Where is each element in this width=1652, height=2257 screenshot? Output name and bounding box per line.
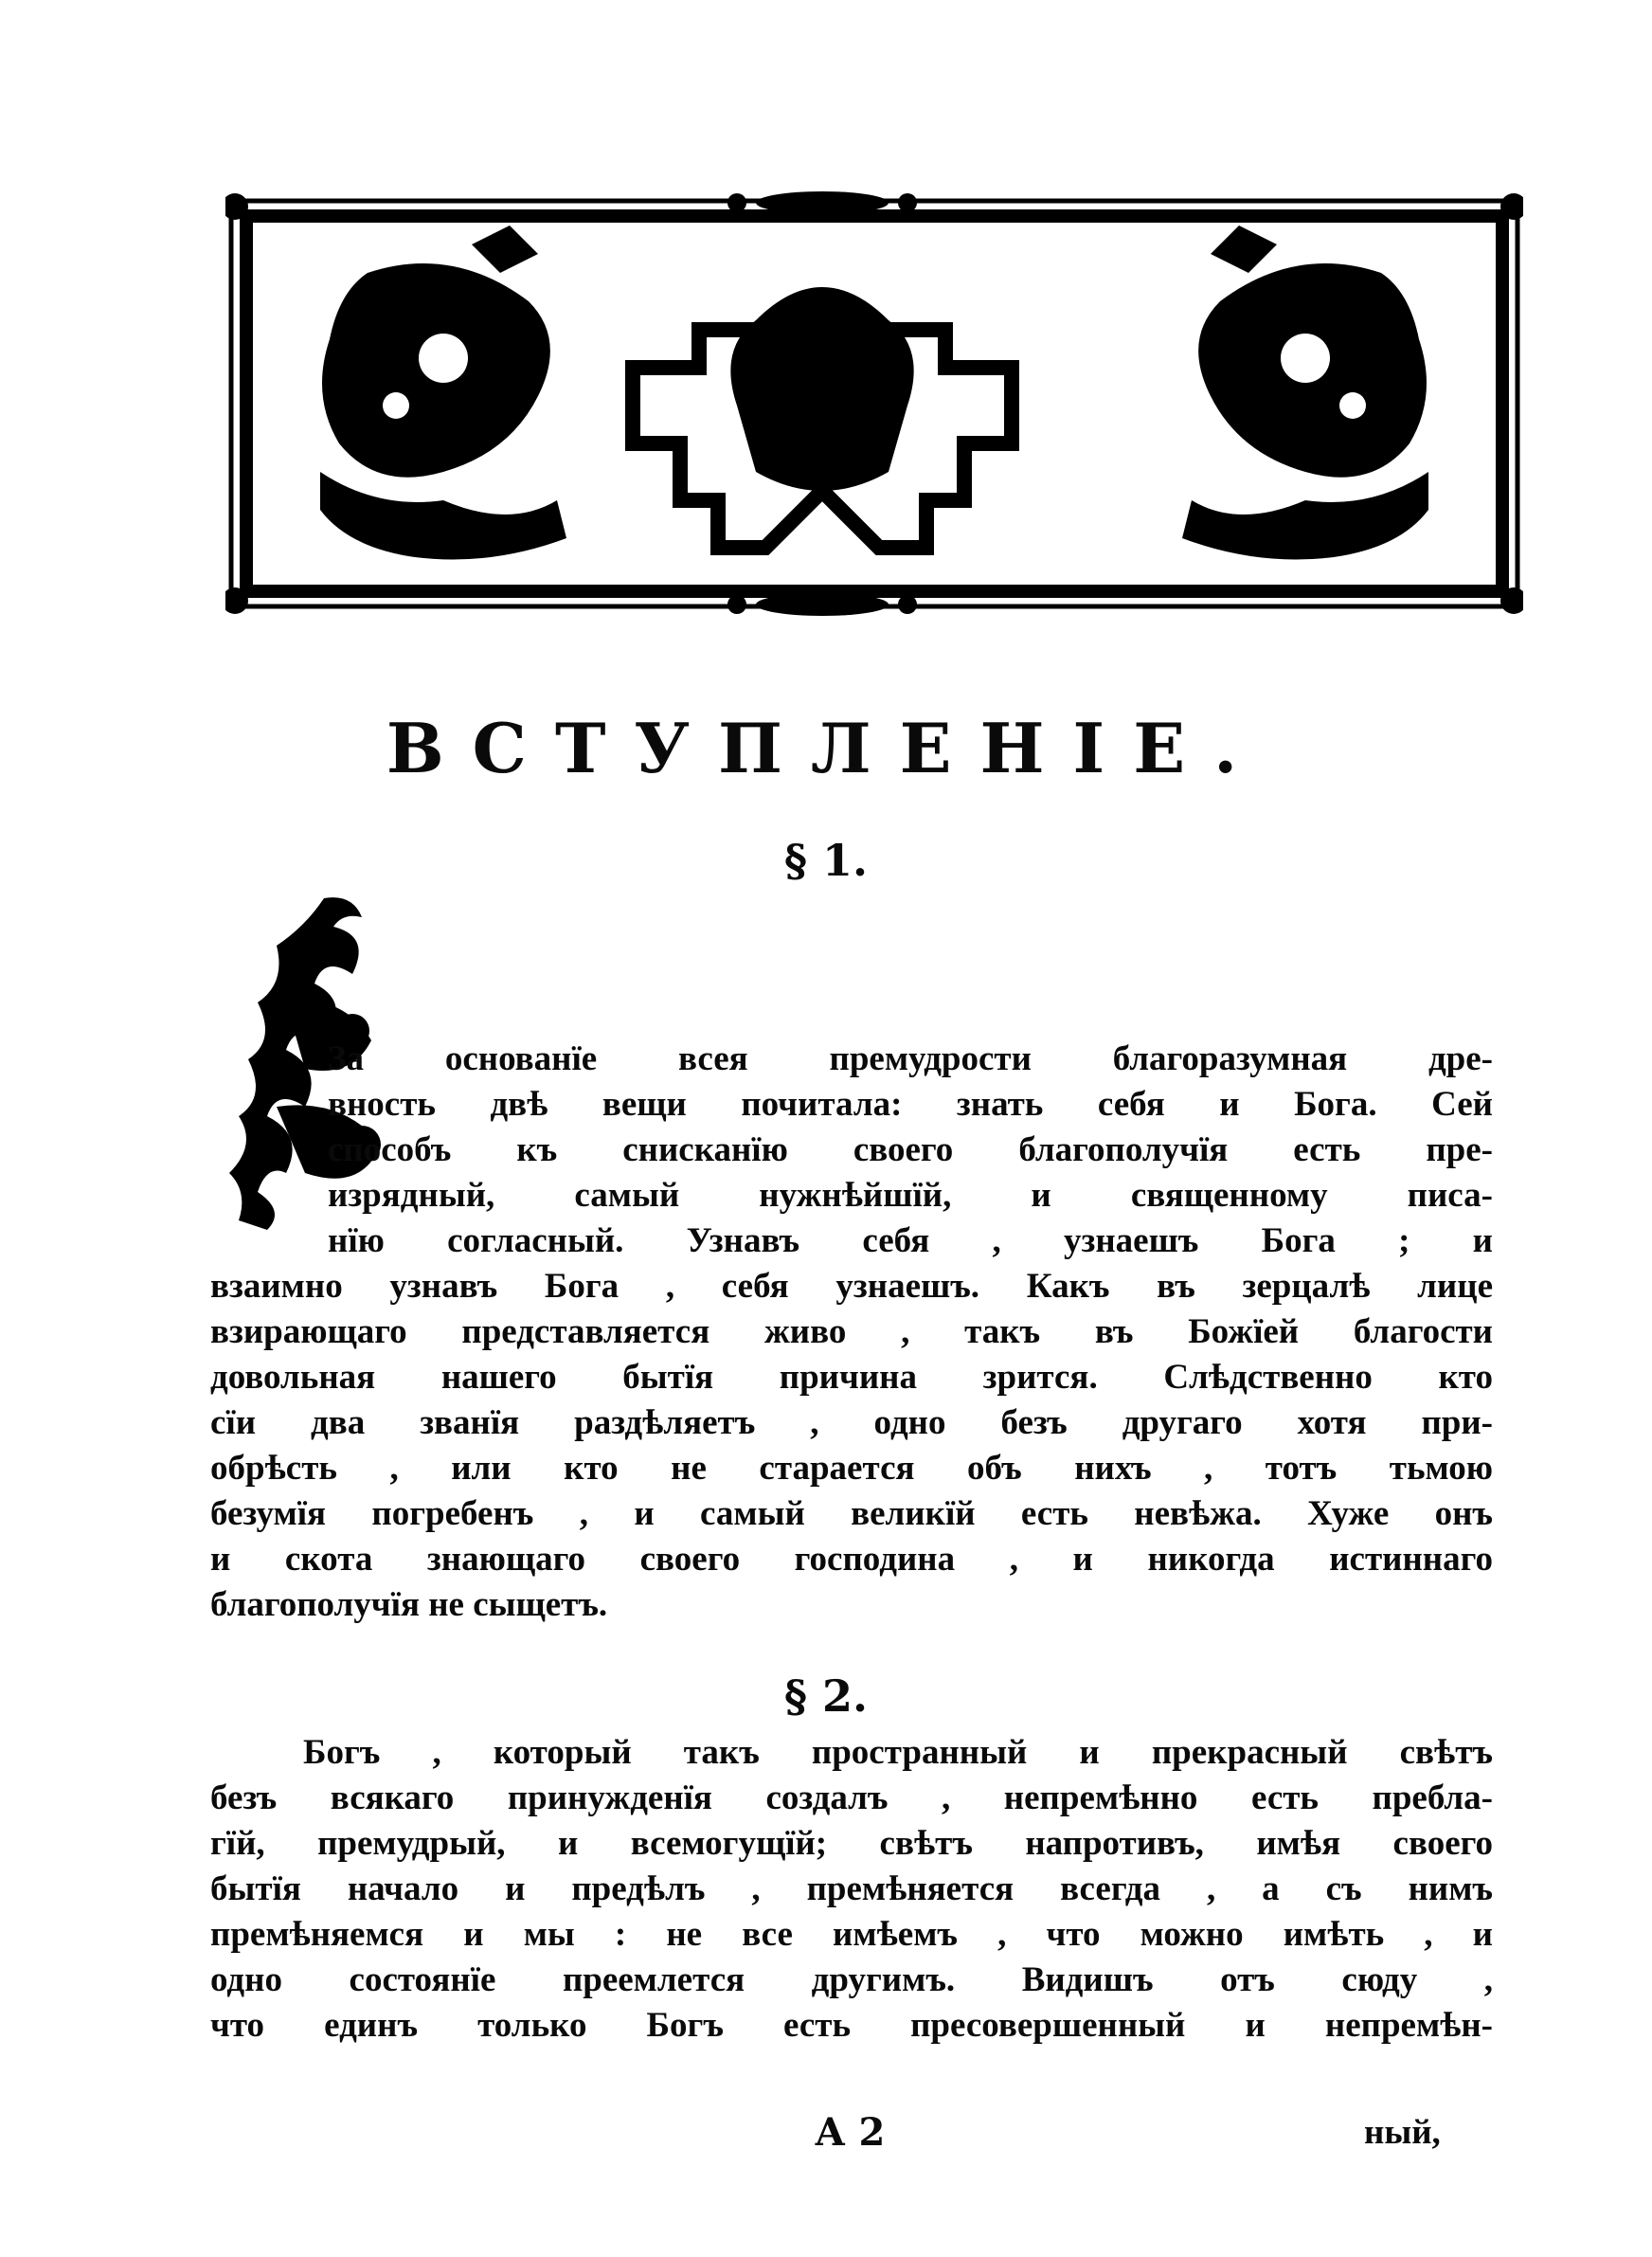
text-line: безъ всякаго принужденїя создалъ , непремѣнно есть пребла- [210,1779,1493,1817]
text-line: сїи два званїя раздѣляетъ , одно безъ другаго хотя при- [210,1403,1493,1442]
section-mark-2: § 2. [783,1670,869,1722]
text-line: что единъ только Богъ есть пресовершенный и непремѣн- [210,2006,1493,2045]
text-line: бытїя начало и предѣлъ , премѣняется всегда , а съ нимъ [210,1869,1493,1908]
text-line: благополучїя не сыщетъ. [210,1585,608,1624]
text-line: довольная нашего бытїя причина зрится. Слѣдственно кто [210,1358,1493,1397]
chapter-title: ВСТУПЛЕНІЕ. [386,708,1266,788]
text-line: обрѣсть , или кто не старается объ нихъ , тотъ тьмою [210,1449,1493,1488]
text-line: нїю согласный. Узнавъ себя , узнаешъ Бога ; и [328,1221,1493,1260]
section-mark-1: § 1. [783,835,869,886]
text-line: способъ къ снисканїю своего благополучїя есть пре- [328,1130,1493,1169]
text-line: взирающаго представляется живо , такъ въ Божїей благости [210,1312,1493,1351]
text-line: взаимно узнавъ Бога , себя узнаешъ. Какъ въ зерцалѣ лице [210,1267,1493,1306]
text-line: и скота знающаго своего господина , и никогда истиннаго [210,1540,1493,1579]
text-line: изрядный, самый нужнѣйшїй, и священному писа- [328,1176,1493,1215]
headpiece-ornament [225,188,1523,620]
text-line: гїй, премудрый, и всемогущїй; свѣтъ напротивъ, имѣя своего [210,1824,1493,1863]
text-line: вность двѣ вещи почитала: знать себя и Бога. Сей [328,1085,1493,1124]
signature-mark: А 2 [815,2110,886,2155]
text-line: За основанїе всея премудрости благоразумная дре- [328,1039,1493,1078]
catchword: ный, [1364,2113,1441,2152]
text-line: безумїя погребенъ , и самый великїй есть невѣжа. Хуже онъ [210,1494,1493,1533]
text-line: одно состоянїе преемлется другимъ. Видишъ отъ сюду , [210,1960,1493,1999]
text-line: премѣняемся и мы : не все имѣемъ , что можно имѣть , и [210,1915,1493,1954]
text-line: Богъ , который такъ пространный и прекрасный свѣтъ [303,1733,1493,1772]
